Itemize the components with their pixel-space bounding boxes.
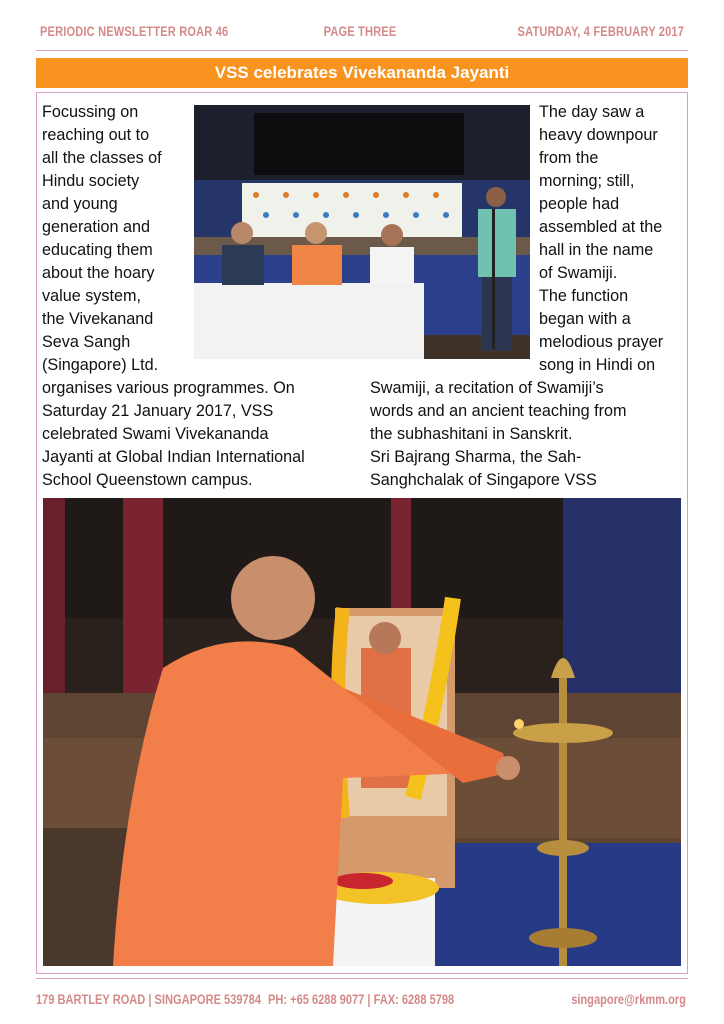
article-text-bottom-right: Swamiji, a recitation of Swamiji’s words and an ancient teaching from the subhashitani in Sanskrit. Sri Bajrang Sharma, the Sah- Sanghchalak of Singapore VSS (370, 379, 627, 489)
issue-date: SATURDAY, 4 FEBRUARY 2017 (517, 24, 684, 39)
footer-phone: PH: +65 6288 9077 | FAX: 6288 5798 (268, 992, 455, 1007)
footer-divider (36, 978, 688, 979)
header-divider (36, 50, 688, 51)
footer-address: 179 BARTLEY ROAD | SINGAPORE 539784 (36, 992, 261, 1007)
newsletter-issue: PERIODIC NEWSLETTER ROAR 46 (40, 24, 229, 39)
article-title: VSS celebrates Vivekananda Jayanti (36, 58, 688, 88)
lamp-lighting-photo (43, 498, 681, 966)
article-text-right: The day saw a heavy downpour from the morning; still, people had assembled at the hall in the name of Swamiji. The function began with a melodious prayer song in Hindi on (539, 103, 664, 374)
page-label: PAGE THREE (323, 24, 397, 39)
article-text-bottom-left: organises various programmes. On Saturday 21 January 2017, VSS celebrated Swami Vivekananda Jayanti at Global Indian International School Queenstown campus. (42, 379, 305, 489)
article-text-left: Focussing on reaching out to all the classes of Hindu society and young generation and educating them about the hoary value system, the Vivekanand Seva Sangh (Singapore) Ltd. (42, 103, 162, 374)
footer-email[interactable]: singapore@rkmm.org (571, 992, 686, 1007)
stage-speakers-photo (194, 105, 530, 359)
